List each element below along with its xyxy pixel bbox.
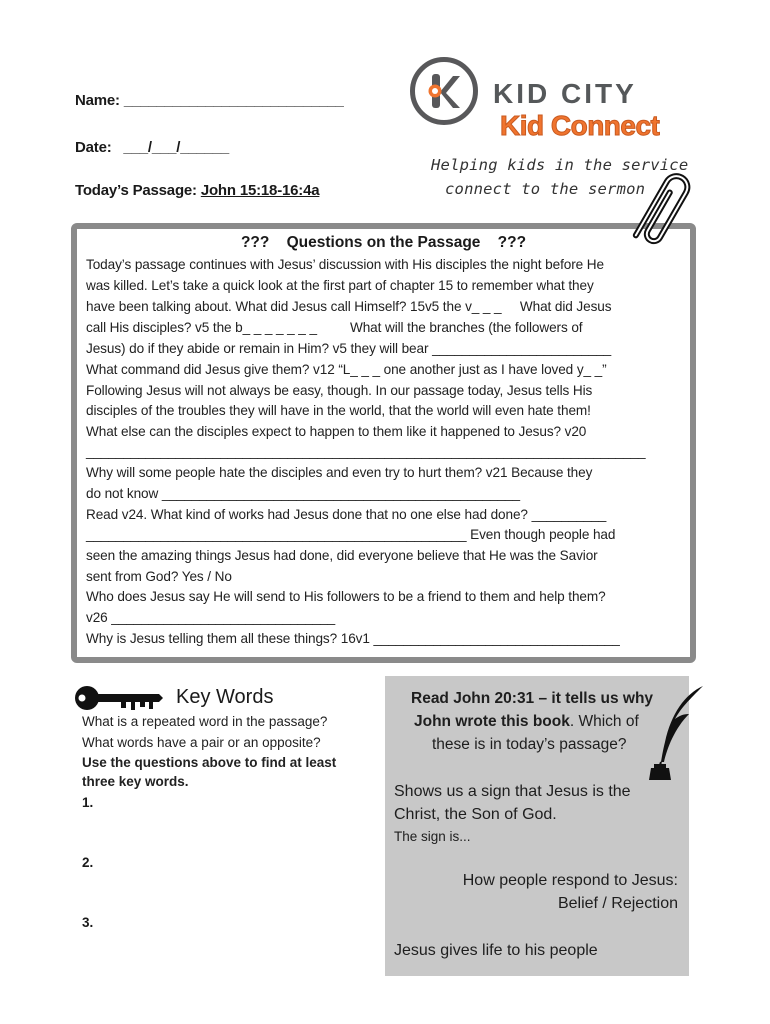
questions-title: ??? Questions on the Passage ??? bbox=[240, 234, 527, 251]
question-line: do not know ________________________________________________ bbox=[86, 486, 520, 501]
key-words-line-2: What words have a pair or an opposite? bbox=[82, 735, 321, 750]
key-words-line-1: What is a repeated word in the passage? bbox=[82, 714, 328, 729]
respond-line-2: Belief / Rejection bbox=[557, 895, 678, 912]
quill-icon bbox=[645, 684, 707, 784]
question-line: Who does Jesus say He will send to His followers to be a friend to them and help them? bbox=[86, 589, 606, 604]
key-word-number-1: 1. bbox=[82, 795, 94, 810]
panel-heading-2-rest: . Which of bbox=[569, 713, 639, 730]
date-blank[interactable]: ___/___/______ bbox=[123, 139, 230, 156]
date-field bbox=[75, 139, 229, 156]
question-line: Why is Jesus telling them all these things? 16v1 _________________________________ bbox=[86, 631, 620, 646]
sign-line-3: The sign is... bbox=[394, 829, 471, 844]
key-icon bbox=[73, 683, 165, 713]
panel-heading-3: these is in today’s passage? bbox=[432, 736, 627, 753]
key-words-title: Key Words bbox=[176, 686, 274, 708]
life-line: Jesus gives life to his people bbox=[394, 942, 598, 959]
answer-blank-line[interactable]: ___________________________________________________________________________ bbox=[86, 444, 646, 459]
panel-heading-2 bbox=[414, 713, 639, 731]
passage-field bbox=[75, 182, 319, 199]
question-line: disciples of the troubles they will have in the world, that the world will even hate them! bbox=[86, 403, 591, 418]
respond-line-1: How people respond to Jesus: bbox=[462, 872, 678, 889]
passage-label: Today’s Passage: bbox=[75, 182, 197, 199]
name-label: Name: bbox=[75, 92, 120, 109]
key-words-instruction-1: Use the questions above to find at least bbox=[82, 755, 337, 770]
question-line: ___________________________________________________ Even though people had bbox=[86, 527, 616, 542]
question-line: was killed. Let’s take a quick look at the first part of chapter 15 to remember what they bbox=[86, 278, 594, 293]
name-field bbox=[75, 92, 344, 109]
tagline-line-2: connect to the sermon bbox=[445, 180, 646, 198]
question-line: seen the amazing things Jesus had done, did everyone believe that He was the Savior bbox=[86, 548, 598, 563]
kid-city-logo-icon bbox=[410, 57, 478, 125]
question-line: sent from God? Yes / No bbox=[86, 569, 232, 584]
key-word-number-2: 2. bbox=[82, 855, 94, 870]
name-blank[interactable]: ___________________________ bbox=[123, 92, 344, 109]
question-line: call His disciples? v5 the b_ _ _ _ _ _ _ What will the branches (the followers of bbox=[86, 320, 583, 335]
tagline-line-1: Helping kids in the service bbox=[431, 156, 689, 174]
question-line: Jesus) do if they abide or remain in Him? v5 they will bear ________________________ bbox=[86, 341, 612, 356]
question-line: Why will some people hate the disciples and even try to hurt them? v21 Because they bbox=[86, 465, 593, 480]
question-line: What else can the disciples expect to happen to them like it happened to Jesus? v20 bbox=[86, 424, 587, 439]
sign-line-1: Shows us a sign that Jesus is the bbox=[394, 783, 631, 800]
question-line: Following Jesus will not always be easy, though. In our passage today, Jesus tells His bbox=[86, 383, 593, 398]
question-line: v26 ______________________________ bbox=[86, 610, 336, 625]
brand-subtitle: Kid Connect bbox=[500, 110, 660, 141]
question-line: Read v24. What kind of works had Jesus done that no one else had done? __________ bbox=[86, 507, 607, 522]
panel-heading-2-bold: John wrote this book bbox=[414, 713, 570, 730]
key-word-number-3: 3. bbox=[82, 915, 94, 930]
panel-heading-1: Read John 20:31 – it tells us why bbox=[411, 690, 654, 707]
question-line: What command did Jesus give them? v12 “L_ _ _ one another just as I have loved y_ _” bbox=[86, 362, 607, 377]
key-words-instruction-2: three key words. bbox=[82, 774, 189, 789]
passage-value: John 15:18-16:4a bbox=[200, 182, 320, 199]
question-line: have been talking about. What did Jesus call Himself? 15v5 the v_ _ _ What did Jesus bbox=[86, 299, 612, 314]
question-line: Today’s passage continues with Jesus’ discussion with His disciples the night before He bbox=[86, 257, 604, 272]
brand-title: KID CITY bbox=[493, 78, 637, 109]
sign-line-2: Christ, the Son of God. bbox=[394, 806, 557, 823]
date-label: Date: bbox=[75, 139, 112, 156]
